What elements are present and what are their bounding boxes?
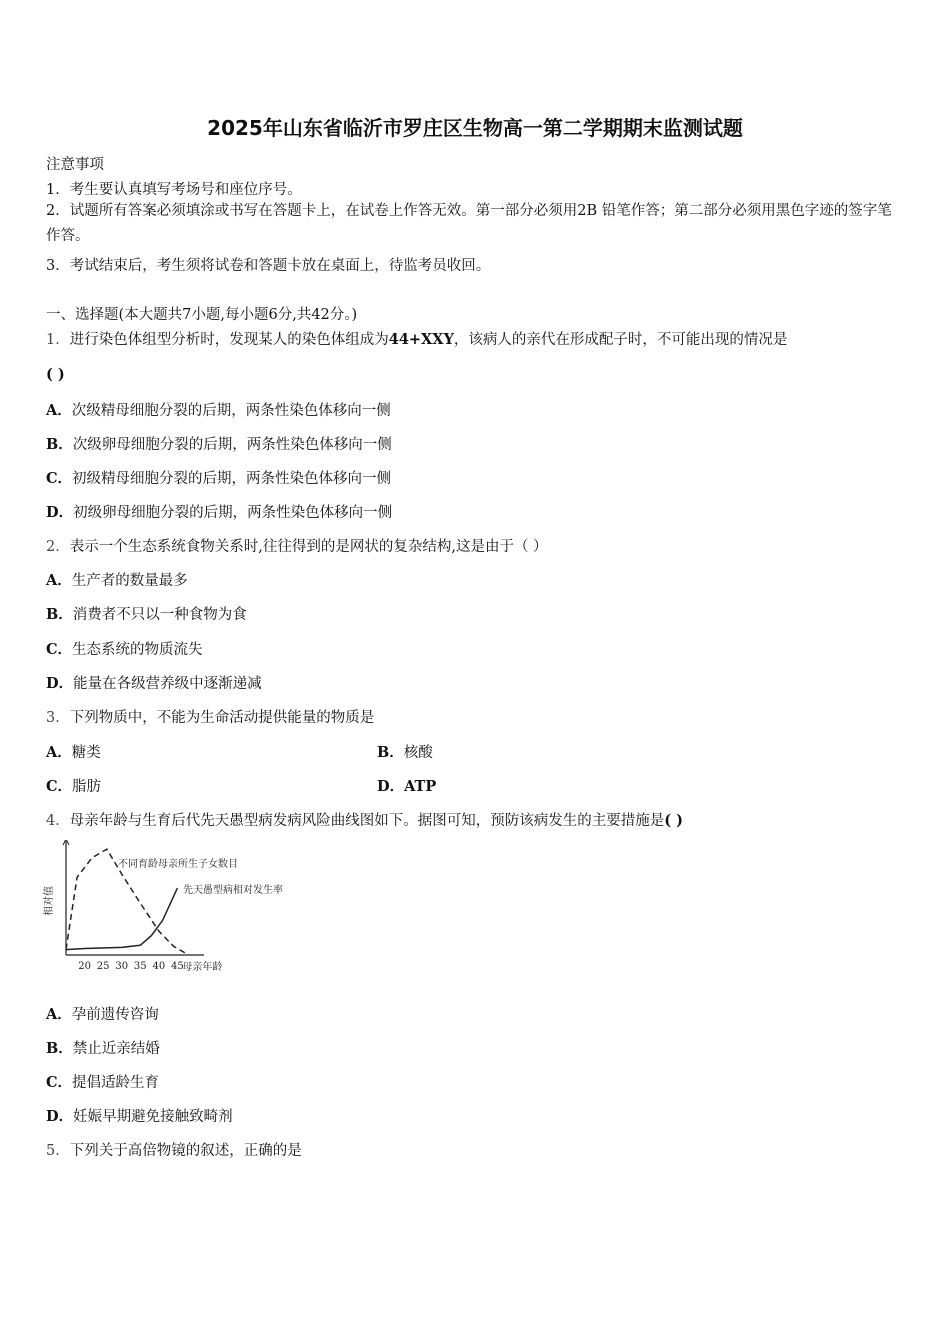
option-2a: A．生产者的数量最多	[46, 572, 188, 589]
option-4a: A．孕前遗传咨询	[46, 1006, 159, 1023]
option-1d: D．初级卵母细胞分裂的后期，两条性染色体移向一侧	[46, 504, 393, 521]
x-tick-label: 25	[96, 961, 110, 972]
age-risk-chart	[40, 840, 320, 985]
x-tick-label: 20	[78, 961, 91, 972]
question-text-cont: ，该病人的亲代在形成配子时，不可能出现的情况是	[453, 332, 788, 348]
karyotype-text: 44+XXY	[388, 331, 454, 348]
option-3c: C．脂肪	[46, 778, 102, 795]
question-3	[46, 706, 374, 727]
option-3a: A．糖类	[46, 744, 101, 761]
y-axis-label: 相对值	[44, 886, 55, 916]
option-2b: B．消费者不只以一种食物为食	[46, 606, 247, 623]
question-text: 母亲年龄与生育后代先天愚型病发病风险曲线图如下。据图可知，预防该病发生的主要措施是	[69, 813, 665, 829]
section-heading: 一、选择题(本大题共7小题,每小题6分,共42分。)	[46, 307, 358, 323]
question-text: 下列物质中，不能为生命活动提供能量的物质是	[69, 710, 375, 726]
option-4d: D．妊娠早期避免接触致畸剂	[46, 1108, 233, 1125]
x-tick-label: 45	[171, 961, 184, 972]
x-tick-label: 40	[152, 961, 166, 972]
notice-item-3: 3．考试结束后，考生须将试卷和答题卡放在桌面上，待监考员收回。	[46, 258, 491, 274]
notice-item-1: 1．考生要认真填写考场号和座位序号。	[46, 182, 302, 198]
option-2d: D．能量在各级营养级中逐渐递减	[46, 675, 262, 692]
question-text: 表示一个生态系统食物关系时,往往得到的是网状的复杂结构,这是由于（ ）	[69, 539, 548, 555]
series-line-2	[66, 888, 177, 950]
notice-item-2: 2．试题所有答案必须填涂或书写在答题卡上，在试卷上作答无效。第一部分必须用2B 铅笔作答；第二部分必须用黑色字迹的签字笔作答。	[46, 203, 892, 244]
notice-heading: 注意事项	[46, 157, 104, 173]
question-4	[46, 809, 683, 830]
question-number: 4．	[46, 813, 70, 829]
question-number: 2．	[46, 539, 70, 555]
question-text: 进行染色体组型分析时，发现某人的染色体组成为	[69, 332, 389, 348]
option-1a: A．次级精母细胞分裂的后期，两条性染色体移向一侧	[46, 402, 391, 419]
chart-axes	[63, 840, 204, 955]
question-number: 5．	[46, 1143, 70, 1159]
series-label-1: 不同育龄母亲所生子女数目	[118, 859, 238, 870]
question-number: 1．	[46, 332, 70, 348]
option-4b: B．禁止近亲结婚	[46, 1040, 160, 1057]
x-tick-label: 35	[133, 961, 147, 972]
answer-paren: ( )	[664, 812, 684, 829]
option-1b: B．次级卵母细胞分裂的后期，两条性染色体移向一侧	[46, 436, 392, 453]
x-axis-label: 母亲年龄	[182, 962, 223, 973]
x-tick-label: 30	[115, 961, 129, 972]
question-1	[46, 328, 787, 349]
option-1c: C．初级精母细胞分裂的后期，两条性染色体移向一侧	[46, 470, 392, 487]
option-2c: C．生态系统的物质流失	[46, 641, 203, 658]
series-label-2: 先天愚型病相对发生率	[183, 885, 283, 896]
page-title: 2025年山东省临沂市罗庄区生物高一第二学期期末监测试题	[207, 116, 743, 140]
question-2	[46, 535, 548, 556]
option-3d: D．ATP	[377, 778, 437, 795]
question-5	[46, 1139, 302, 1160]
question-text: 下列关于高倍物镜的叙述，正确的是	[69, 1143, 302, 1159]
question-number: 3．	[46, 710, 70, 726]
answer-paren: ( )	[46, 366, 65, 383]
option-4c: C．提倡适龄生育	[46, 1074, 160, 1091]
option-3b: B．核酸	[377, 744, 433, 761]
